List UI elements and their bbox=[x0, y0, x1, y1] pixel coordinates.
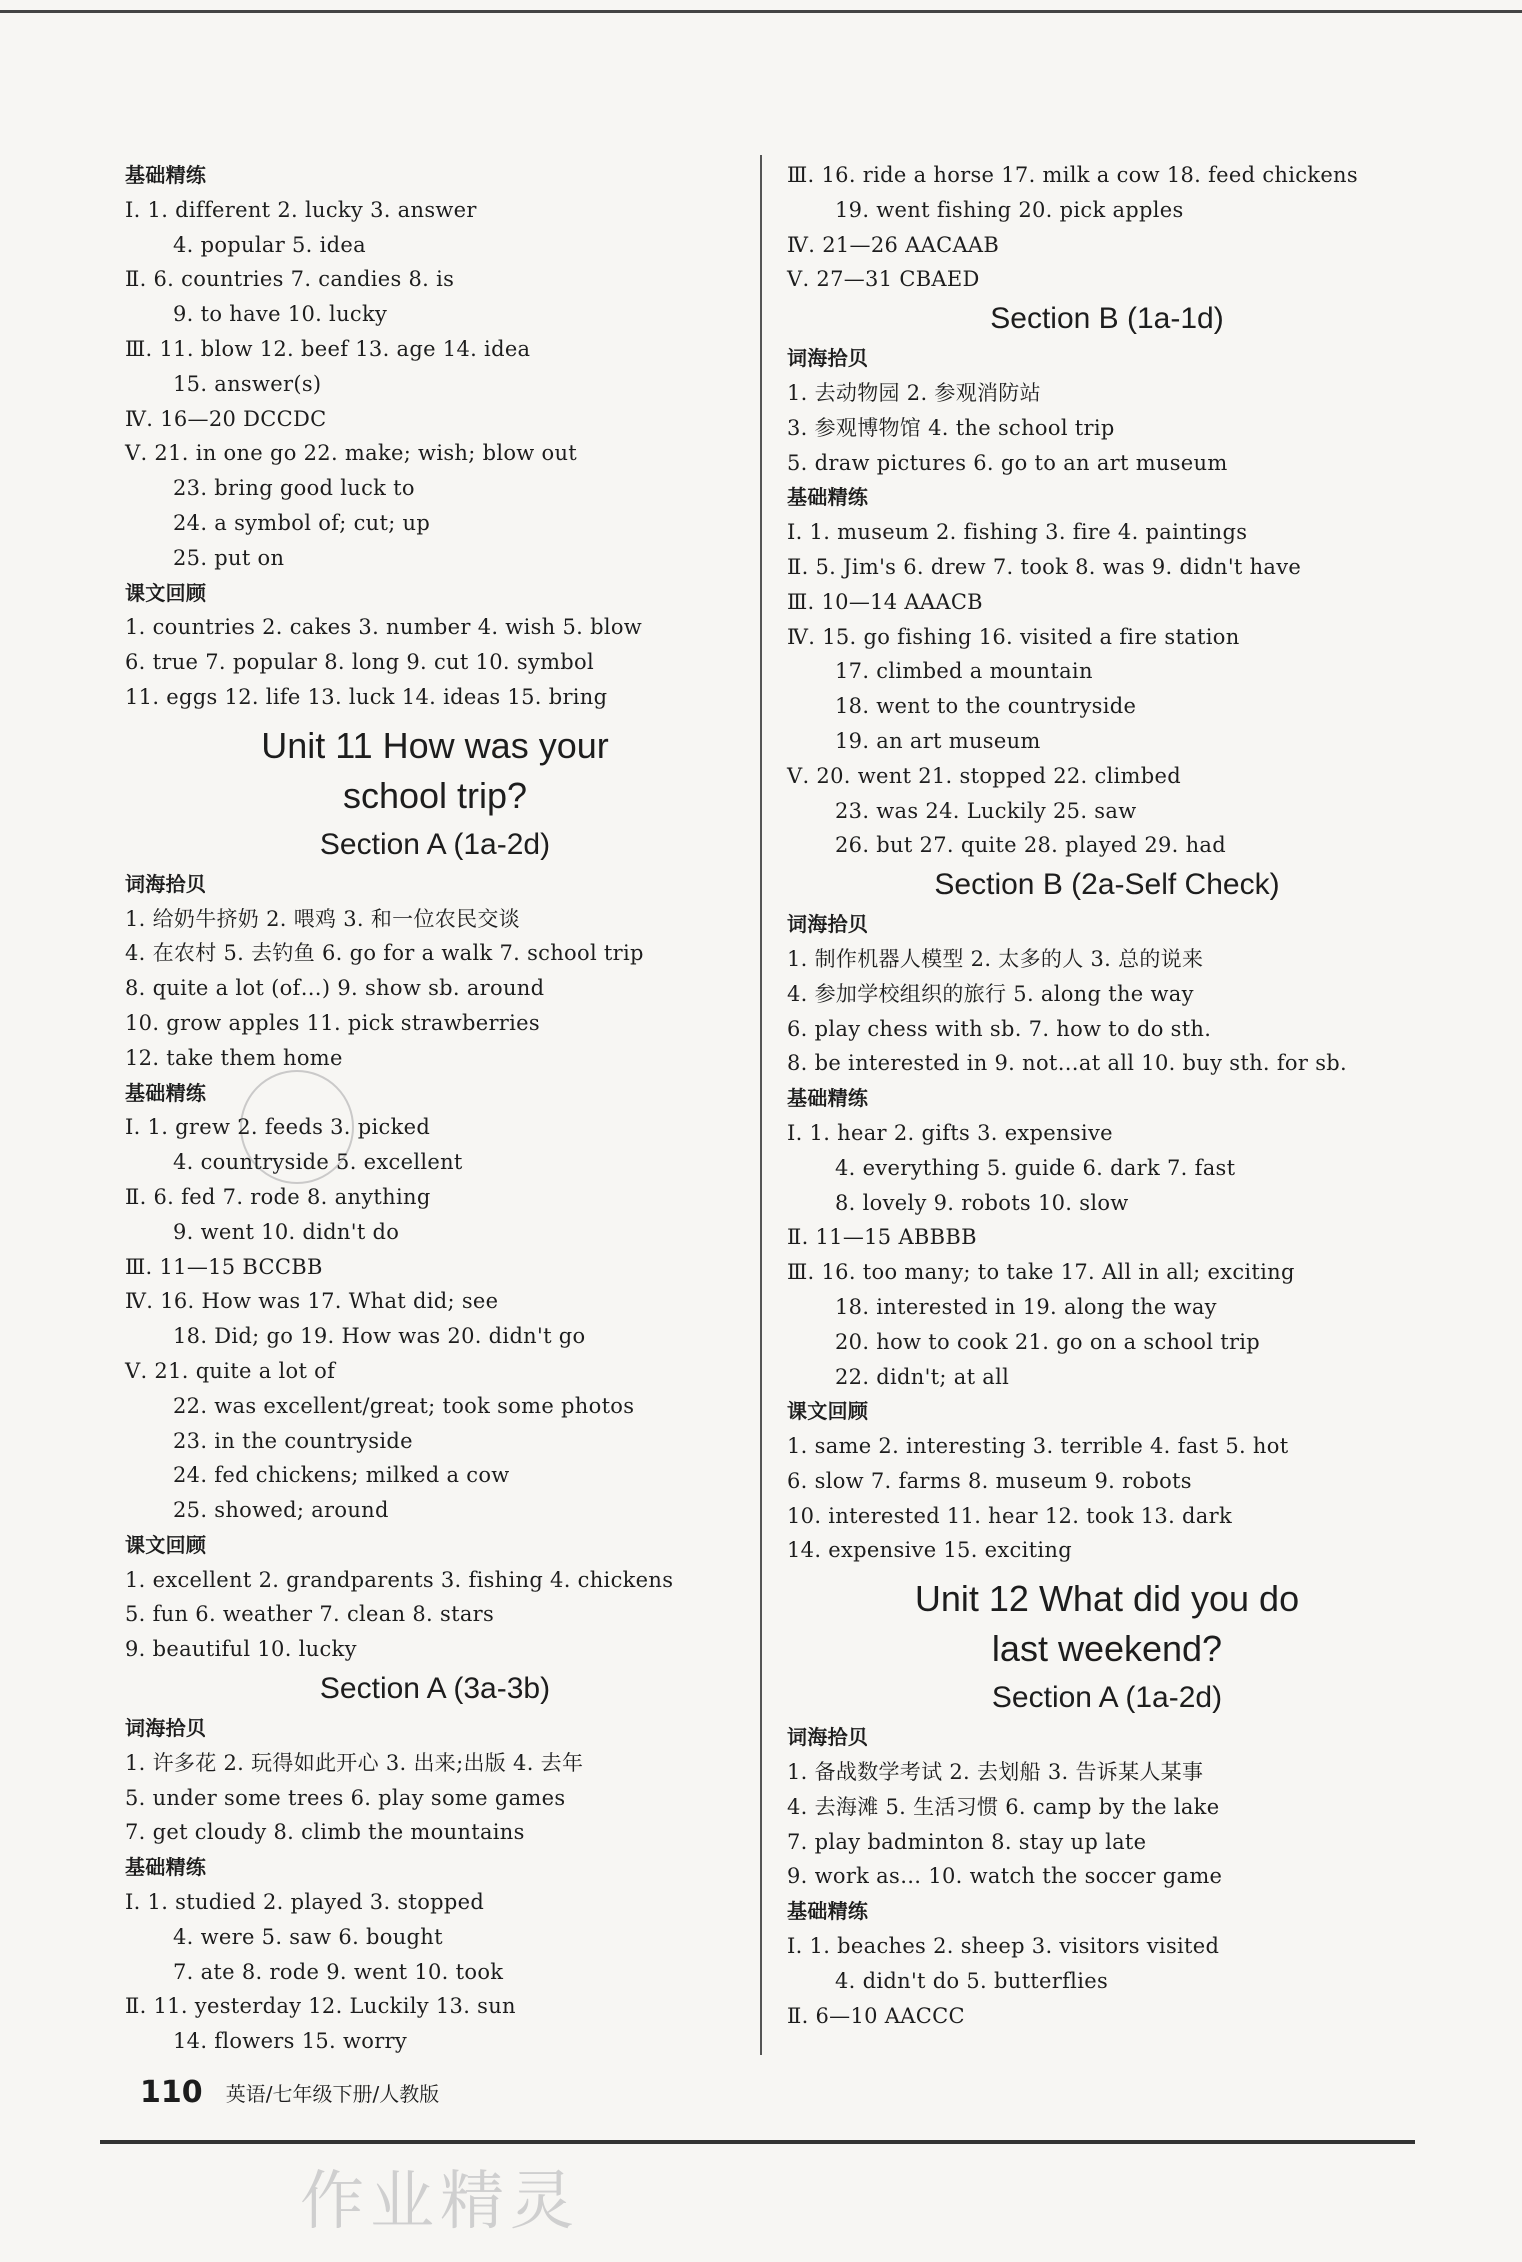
answer-line: 5. draw pictures 6. go to an art museum bbox=[787, 450, 1228, 475]
answer-line: Ⅱ. 6—10 AACCC bbox=[787, 2003, 965, 2028]
answer-line: 24. fed chickens; milked a cow bbox=[173, 1463, 510, 1488]
answer-line: Ⅴ. 21. in one go 22. make; wish; blow out bbox=[125, 441, 578, 466]
answer-line: Ⅰ. 1. grew 2. feeds 3. picked bbox=[125, 1115, 431, 1140]
answer-line: 9. beautiful 10. lucky bbox=[125, 1637, 357, 1662]
answer-line: Ⅴ. 27—31 CBAED bbox=[787, 267, 980, 292]
answer-line: Ⅳ. 15. go fishing 16. visited a fire station bbox=[787, 624, 1240, 649]
section-heading: Section B (1a-1d) bbox=[990, 302, 1224, 336]
answer-line: Ⅲ. 10—14 AAACB bbox=[787, 589, 983, 614]
unit-heading: Unit 11 How was your bbox=[261, 724, 609, 766]
answer-line: Ⅳ. 16—20 DCCDC bbox=[125, 406, 327, 431]
answer-line: 10. grow apples 11. pick strawberries bbox=[125, 1010, 540, 1035]
answer-line: 7. ate 8. rode 9. went 10. took bbox=[173, 1959, 504, 1984]
answer-line: 8. be interested in 9. not…at all 10. buy sth. for sb. bbox=[787, 1051, 1347, 1076]
book-info: 英语/七年级下册/人教版 bbox=[225, 2082, 440, 2106]
subsection-label: 词海拾贝 bbox=[125, 871, 207, 896]
answer-line: 18. went to the countryside bbox=[835, 694, 1137, 719]
answer-line: 4. 去海滩 5. 生活习惯 6. camp by the lake bbox=[787, 1794, 1220, 1819]
subsection-label: 基础精练 bbox=[787, 1086, 869, 1111]
answer-line: 7. get cloudy 8. climb the mountains bbox=[125, 1820, 525, 1845]
answer-line: 11. eggs 12. life 13. luck 14. ideas 15. bring bbox=[125, 684, 608, 709]
subsection-label: 课文回顾 bbox=[125, 1532, 207, 1557]
unit-heading: school trip? bbox=[342, 774, 528, 816]
answer-line: 5. under some trees 6. play some games bbox=[125, 1785, 566, 1810]
answer-line: 26. but 27. quite 28. played 29. had bbox=[835, 833, 1226, 858]
answer-line: Ⅱ. 11. yesterday 12. Luckily 13. sun bbox=[125, 1994, 516, 2019]
subsection-label: 课文回顾 bbox=[125, 580, 207, 605]
answer-line: 10. interested 11. hear 12. took 13. dark bbox=[787, 1503, 1232, 1528]
answer-line: Ⅲ. 11. blow 12. beef 13. age 14. idea bbox=[125, 336, 531, 361]
subsection-label: 基础精练 bbox=[787, 1899, 869, 1924]
subsection-label: 基础精练 bbox=[125, 1855, 207, 1880]
answer-line: Ⅰ. 1. studied 2. played 3. stopped bbox=[125, 1890, 485, 1915]
answer-line: 6. slow 7. farms 8. museum 9. robots bbox=[787, 1468, 1192, 1493]
answer-line: 1. 去动物园 2. 参观消防站 bbox=[787, 380, 1041, 405]
right-column bbox=[787, 158, 1427, 2033]
answer-line: 4. everything 5. guide 6. dark 7. fast bbox=[835, 1155, 1236, 1180]
answer-line: 1. 许多花 2. 玩得如此开心 3. 出来;出版 4. 去年 bbox=[125, 1750, 584, 1775]
answer-line: 23. was 24. Luckily 25. saw bbox=[835, 798, 1137, 823]
answer-line: Ⅳ. 16. How was 17. What did; see bbox=[125, 1289, 499, 1314]
answer-line: 22. was excellent/great; took some photos bbox=[173, 1393, 635, 1418]
answer-line: 8. quite a lot (of…) 9. show sb. around bbox=[125, 976, 545, 1001]
answer-line: Ⅱ. 11—15 ABBBB bbox=[787, 1225, 977, 1250]
answer-line: 1. 备战数学考试 2. 去划船 3. 告诉某人某事 bbox=[787, 1760, 1204, 1785]
answer-line: 1. countries 2. cakes 3. number 4. wish 5. blow bbox=[125, 615, 643, 640]
answer-line: 14. flowers 15. worry bbox=[173, 2029, 408, 2054]
page-number: 110 bbox=[140, 2075, 203, 2110]
answer-line: 14. expensive 15. exciting bbox=[787, 1538, 1072, 1563]
answer-line: 3. 参观博物馆 4. the school trip bbox=[787, 415, 1115, 440]
answer-line: Ⅰ. 1. different 2. lucky 3. answer bbox=[125, 197, 477, 222]
answer-line: 1. 制作机器人模型 2. 太多的人 3. 总的说来 bbox=[787, 946, 1204, 971]
answer-line: 5. fun 6. weather 7. clean 8. stars bbox=[125, 1602, 495, 1627]
answer-line: Ⅰ. 1. beaches 2. sheep 3. visitors visited bbox=[787, 1934, 1220, 1959]
watermark-text: 作业精灵 bbox=[300, 2165, 580, 2239]
answer-line: 8. lovely 9. robots 10. slow bbox=[835, 1190, 1129, 1215]
answer-line: Ⅱ. 6. countries 7. candies 8. is bbox=[125, 267, 455, 292]
answer-line: 25. showed; around bbox=[173, 1498, 389, 1523]
subsection-label: 基础精练 bbox=[125, 163, 207, 187]
answer-line: 18. Did; go 19. How was 20. didn't go bbox=[173, 1324, 586, 1349]
answer-line: 9. work as… 10. watch the soccer game bbox=[787, 1864, 1223, 1889]
footer-rule bbox=[100, 2140, 1415, 2144]
answer-line: 17. climbed a mountain bbox=[835, 659, 1093, 684]
subsection-label: 词海拾贝 bbox=[787, 1725, 869, 1750]
page-footer bbox=[140, 2075, 1420, 2110]
answer-line: Ⅲ. 16. ride a horse 17. milk a cow 18. feed chickens bbox=[787, 163, 1358, 187]
answer-line: 1. 给奶牛挤奶 2. 喂鸡 3. 和一位农民交谈 bbox=[125, 906, 520, 931]
answer-line: 9. went 10. didn't do bbox=[173, 1219, 400, 1244]
answer-line: Ⅴ. 20. went 21. stopped 22. climbed bbox=[787, 763, 1181, 788]
subsection-label: 基础精练 bbox=[125, 1080, 207, 1105]
subsection-label: 词海拾贝 bbox=[125, 1716, 207, 1741]
answer-line: Ⅰ. 1. hear 2. gifts 3. expensive bbox=[787, 1120, 1113, 1145]
answer-line: 1. same 2. interesting 3. terrible 4. fast 5. hot bbox=[787, 1434, 1289, 1459]
answer-line: Ⅰ. 1. museum 2. fishing 3. fire 4. paintings bbox=[787, 520, 1248, 545]
column-divider bbox=[760, 155, 762, 2055]
subsection-label: 词海拾贝 bbox=[787, 346, 869, 371]
subsection-label: 课文回顾 bbox=[787, 1399, 869, 1424]
subsection-label: 词海拾贝 bbox=[787, 912, 869, 937]
answer-line: 4. 参加学校组织的旅行 5. along the way bbox=[787, 981, 1194, 1006]
answer-line: 4. popular 5. idea bbox=[173, 232, 366, 257]
unit-heading: Unit 12 What did you do bbox=[914, 1578, 1300, 1620]
unit-heading: last weekend? bbox=[991, 1628, 1223, 1670]
answer-line: 4. 在农村 5. 去钓鱼 6. go for a walk 7. school trip bbox=[125, 941, 644, 966]
answer-line: 18. interested in 19. along the way bbox=[835, 1294, 1217, 1319]
answer-line: 25. put on bbox=[173, 545, 285, 570]
section-heading: Section A (1a-2d) bbox=[319, 827, 551, 861]
answer-line: 19. went fishing 20. pick apples bbox=[835, 197, 1184, 222]
answer-line: 24. a symbol of; cut; up bbox=[173, 510, 431, 535]
answer-line: 15. answer(s) bbox=[173, 371, 322, 396]
answer-line: 1. excellent 2. grandparents 3. fishing 4. chickens bbox=[125, 1567, 674, 1592]
answer-line: Ⅳ. 21—26 AACAAB bbox=[787, 232, 1000, 257]
answer-line: 23. in the countryside bbox=[173, 1428, 413, 1453]
answer-line: 6. play chess with sb. 7. how to do sth. bbox=[787, 1016, 1212, 1041]
answer-line: Ⅱ. 6. fed 7. rode 8. anything bbox=[125, 1184, 431, 1209]
answer-line: 20. how to cook 21. go on a school trip bbox=[835, 1329, 1261, 1354]
section-heading: Section A (1a-2d) bbox=[991, 1681, 1223, 1715]
answer-line: Ⅱ. 5. Jim's 6. drew 7. took 8. was 9. didn't have bbox=[787, 554, 1302, 579]
top-rule bbox=[0, 10, 1522, 13]
section-heading: Section B (2a-Self Check) bbox=[934, 868, 1280, 902]
answer-line: 4. countryside 5. excellent bbox=[173, 1150, 463, 1175]
answer-line: Ⅲ. 11—15 BCCBB bbox=[125, 1254, 323, 1279]
answer-line: 7. play badminton 8. stay up late bbox=[787, 1829, 1147, 1854]
answer-line: 6. true 7. popular 8. long 9. cut 10. symbol bbox=[125, 650, 594, 675]
left-column bbox=[125, 158, 745, 2059]
answer-line: 22. didn't; at all bbox=[835, 1364, 1010, 1389]
answer-line: Ⅲ. 16. too many; to take 17. All in all; exciting bbox=[787, 1260, 1295, 1285]
answer-line: 4. didn't do 5. butterflies bbox=[835, 1968, 1109, 1993]
answer-line: 9. to have 10. lucky bbox=[173, 302, 388, 327]
answer-line: 4. were 5. saw 6. bought bbox=[173, 1924, 443, 1949]
section-heading: Section A (3a-3b) bbox=[319, 1672, 551, 1706]
subsection-label: 基础精练 bbox=[787, 485, 869, 510]
answer-line: 19. an art museum bbox=[835, 728, 1041, 753]
answer-line: Ⅴ. 21. quite a lot of bbox=[125, 1358, 336, 1383]
answer-line: 23. bring good luck to bbox=[173, 476, 415, 501]
answer-line: 12. take them home bbox=[125, 1045, 343, 1070]
